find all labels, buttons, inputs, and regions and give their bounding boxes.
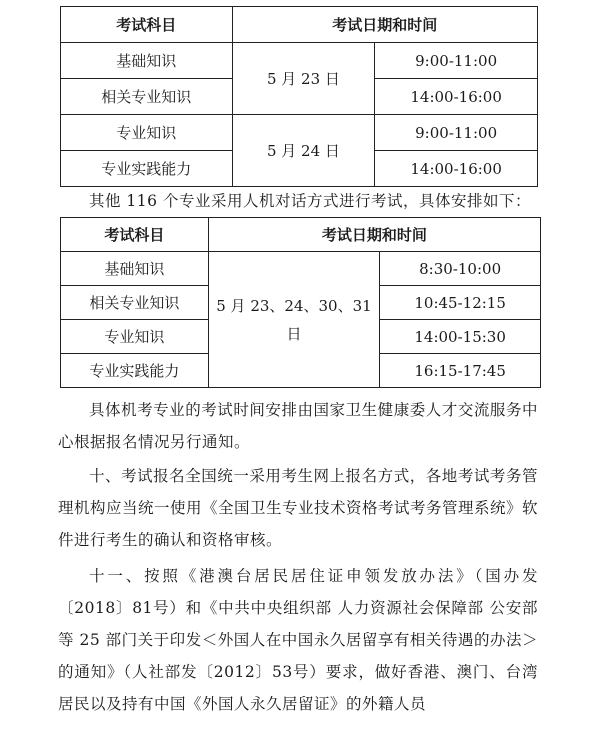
header-datetime: 考试日期和时间 xyxy=(208,218,540,252)
header-subject: 考试科目 xyxy=(61,7,233,43)
subject-cell: 基础知识 xyxy=(61,252,209,286)
subject-cell: 专业实践能力 xyxy=(61,354,209,388)
table-header-row xyxy=(61,7,538,43)
time-cell: 14:00-15:30 xyxy=(380,320,541,354)
time-cell: 14:00-16:00 xyxy=(375,79,538,115)
subject-cell: 专业实践能力 xyxy=(61,151,233,187)
date-line-1: 5 月 23、24、30、31 xyxy=(216,296,372,315)
subject-cell: 基础知识 xyxy=(61,43,233,79)
subject-cell: 相关专业知识 xyxy=(61,79,233,115)
date-cell xyxy=(208,252,380,388)
table-row xyxy=(61,252,541,286)
date-line-2: 日 xyxy=(286,324,302,343)
date-cell: 5 月 24 日 xyxy=(232,115,375,187)
table-header-row xyxy=(61,218,541,252)
paragraph-machine-exam-notice: 具体机考专业的考试时间安排由国家卫生健康委人才交流服务中心根据报名情况另行通知。 xyxy=(58,401,538,451)
time-cell: 9:00-11:00 xyxy=(375,43,538,79)
header-subject: 考试科目 xyxy=(61,218,209,252)
paragraph-section-10: 十、考试报名全国统一采用考生网上报名方式，各地考试考务管理机构应当统一使用《全国卫生专业技术资格考试考务管理系统》软件进行考生的确认和资格审核。 xyxy=(58,467,539,549)
exam-schedule-table-2 xyxy=(60,217,541,388)
exam-schedule-table-1 xyxy=(60,6,538,187)
table-row xyxy=(61,43,538,79)
table-row xyxy=(61,115,538,151)
time-cell: 10:45-12:15 xyxy=(380,286,541,320)
subject-cell: 专业知识 xyxy=(61,115,233,151)
time-cell: 9:00-11:00 xyxy=(375,115,538,151)
intro-line: 其他 116 个专业采用人机对话方式进行考试，具体安排如下： xyxy=(89,192,531,210)
time-cell: 14:00-16:00 xyxy=(375,151,538,187)
subject-cell: 相关专业知识 xyxy=(61,286,209,320)
header-datetime: 考试日期和时间 xyxy=(232,7,537,43)
paragraph-section-11: 十一、按照《港澳台居民居住证申领发放办法》（国办发〔2018〕81号）和《中共中央组织部 人力资源社会保障部 公安部等 25 部门关于印发＜外国人在中国永久居留享有相关待遇的办法＞的通知》（人社部发〔2012〕53号）要求，做好香港、澳门、台湾居民以及持有中国《外国人永久居留证》的外籍人员 xyxy=(58,567,538,713)
subject-cell: 专业知识 xyxy=(61,320,209,354)
time-cell: 16:15-17:45 xyxy=(380,354,541,388)
time-cell: 8:30-10:00 xyxy=(380,252,541,286)
date-cell: 5 月 23 日 xyxy=(232,43,375,115)
